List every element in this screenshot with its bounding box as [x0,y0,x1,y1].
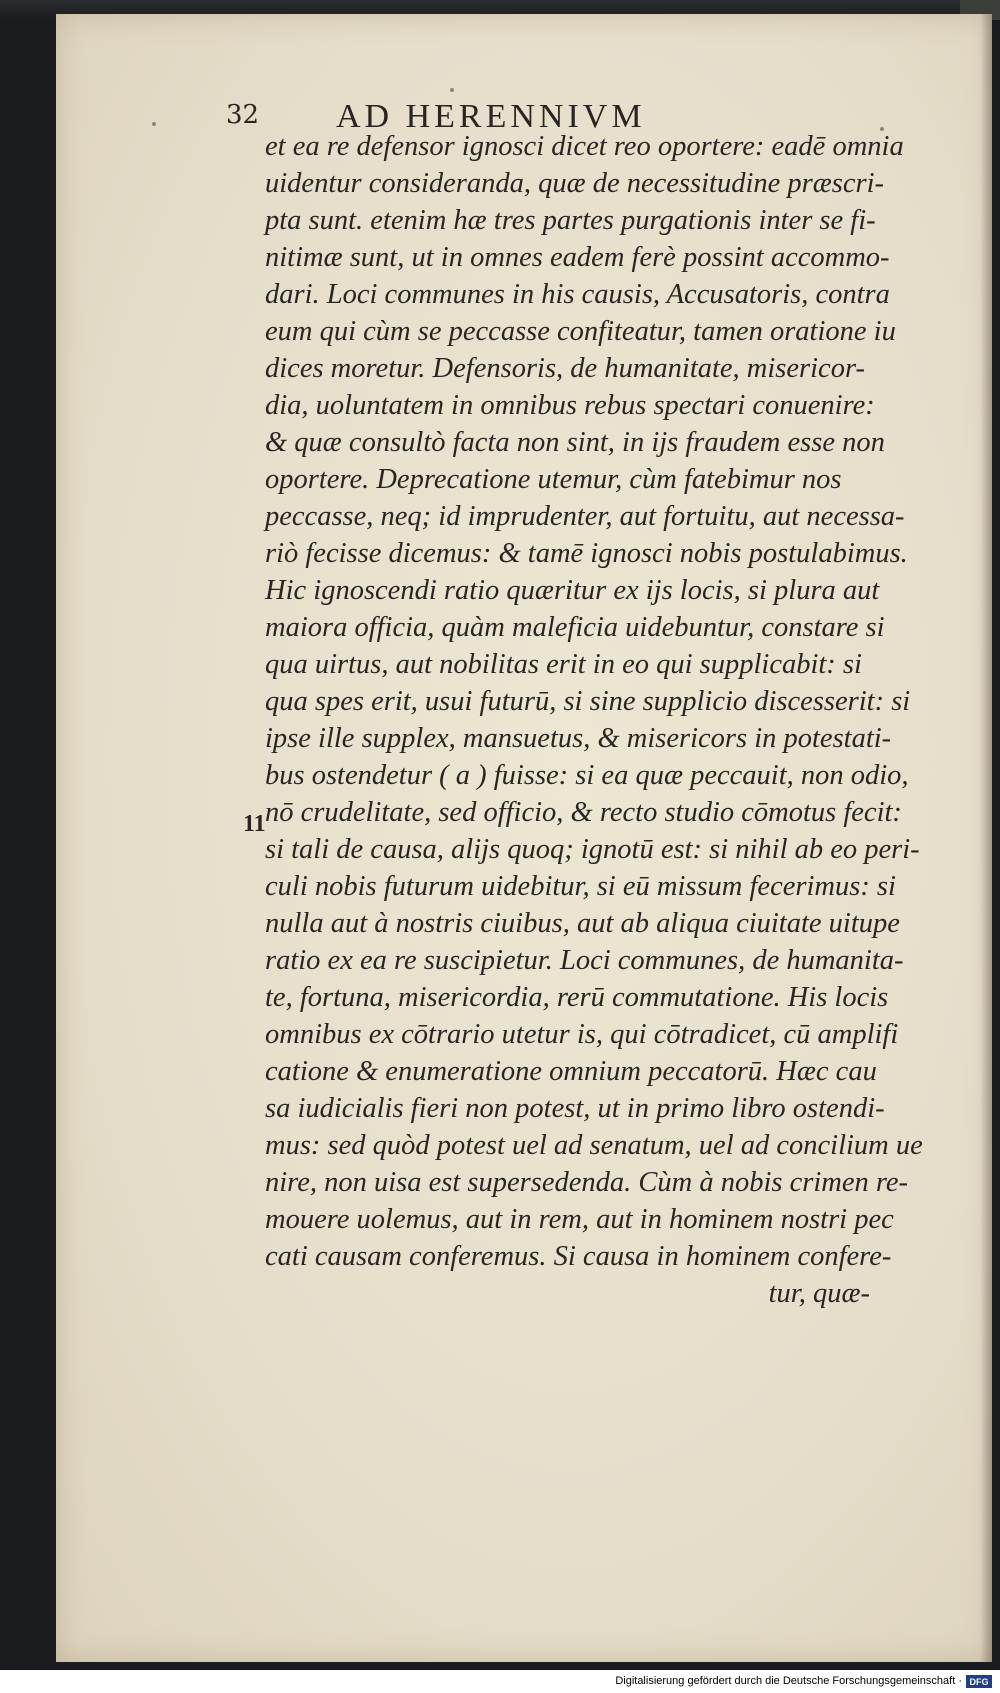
text-line: mouere uolemus, aut in rem, aut in hominem nostri pec [265,1204,894,1235]
footer-credit-text: Digitalisierung gefördert durch die Deutsche Forschungsgemeinschaft · [615,1675,962,1687]
text-line: bus ostendetur ( a ) fuisse: si ea quæ peccauit, non odio, [265,760,909,791]
running-head: AD HERENNIVM [336,98,646,135]
text-line: Hic ignoscendi ratio quæritur ex ijs locis, si plura aut [265,575,880,606]
body-text [265,128,923,1312]
text-line: maiora officia, quàm maleficia uidebuntur, constare si [265,612,885,643]
text-line: et ea re defensor ignosci dicet reo oportere: eadē omnia [265,131,904,162]
text-line: nulla aut à nostris ciuibus, aut ab aliqua ciuitate uitupe [265,908,900,939]
text-line: dari. Loci communes in his causis, Accusatoris, contra [265,279,890,310]
page-number: 32 [226,100,260,130]
page-gutter-shadow [980,14,992,1662]
paper-speck [880,127,884,131]
text-line: uidentur consideranda, quæ de necessitudine præscri- [265,168,885,199]
text-line: mus: sed quòd potest uel ad senatum, uel ad concilium ue [265,1130,923,1161]
text-line: pta sunt. etenim hæ tres partes purgationis inter se fi- [265,205,876,236]
text-line: nire, non uisa est supersedenda. Cùm à nobis crimen re- [265,1167,909,1198]
text-line: nitimæ sunt, ut in omnes eadem ferè possint accommo- [265,242,890,273]
margin-note: 11 [243,811,266,837]
text-line: peccasse, neq; id imprudenter, aut fortuitu, aut necessa- [265,501,905,532]
paper-speck [152,122,156,126]
text-line: dices moretur. Defensoris, de humanitate, misericor- [265,353,865,384]
text-line: nō crudelitate, sed officio, & recto studio cōmotus fecit: [265,797,902,828]
paper-speck [450,88,454,92]
text-line: catione & enumeratione omnium peccatorū. Hæc cau [265,1056,877,1087]
text-line: sa iudicialis fieri non potest, ut in primo libro ostendi- [265,1093,885,1124]
text-line: oportere. Deprecatione utemur, cùm fatebimur nos [265,464,842,495]
text-line: cati causam conferemus. Si causa in hominem confere- [265,1241,892,1272]
text-line: ipse ille supplex, mansuetus, & misericors in potestati- [265,723,892,754]
text-line: riò fecisse dicemus: & tamē ignosci nobis postulabimus. [265,538,908,569]
text-line: dia, uoluntatem in omnibus rebus spectari conuenire: [265,390,875,421]
dfg-logo-icon [966,1675,992,1688]
text-line: ratio ex ea re suscipietur. Loci communes, de humanita- [265,945,904,976]
dfg-logo-label: DFG [969,1676,989,1687]
footer-credit [615,1673,992,1689]
text-line: qua spes erit, usui futurū, si sine supplicio discesserit: si [265,686,911,717]
text-line: qua uirtus, aut nobilitas erit in eo qui supplicabit: si [265,649,862,680]
text-line: culi nobis futurum uidebitur, si eū missum fecerimus: si [265,871,896,902]
text-line: eum qui cùm se peccasse confiteatur, tamen oratione iu [265,316,896,347]
text-line: te, fortuna, misericordia, rerū commutatione. His locis [265,982,889,1013]
text-line: & quæ consultò facta non sint, in ijs fraudem esse non [265,427,885,458]
text-line: tur, quæ- [768,1278,870,1309]
text-line: omnibus ex cōtrario utetur is, qui cōtradicet, cū amplifi [265,1019,899,1050]
text-line: si tali de causa, alijs quoq; ignotū est: si nihil ab eo peri- [265,834,920,865]
